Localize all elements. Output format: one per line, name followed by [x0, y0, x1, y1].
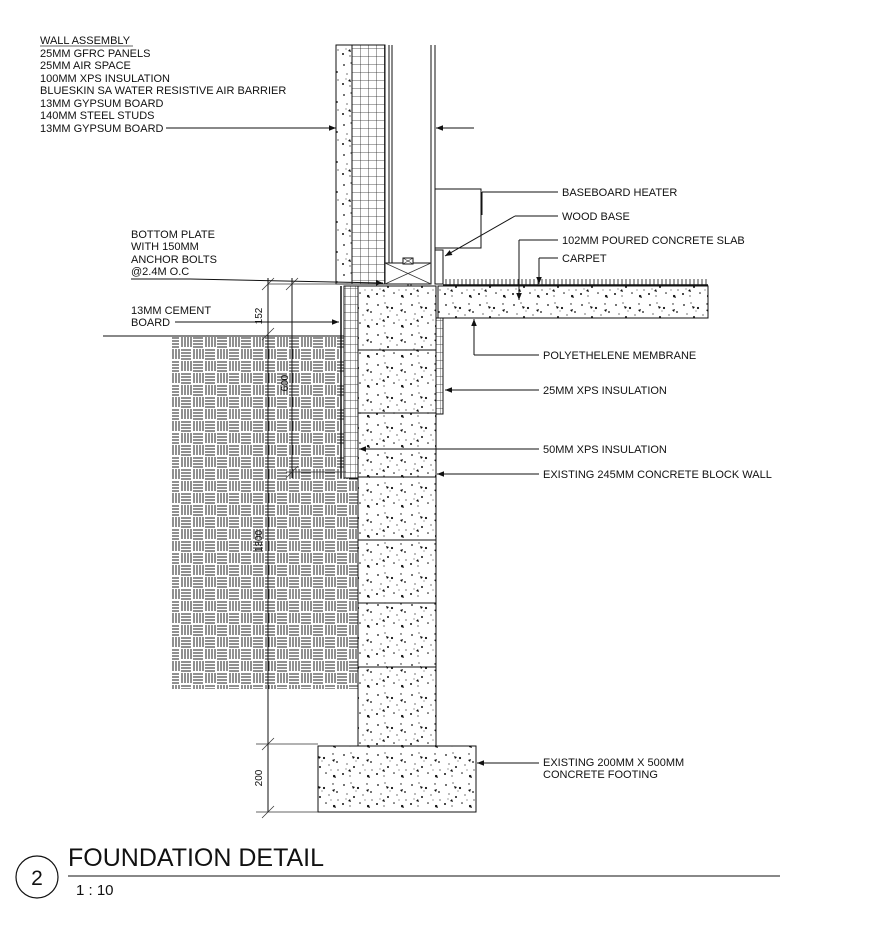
- svg-text:13MM CEMENT: 13MM CEMENT: [131, 305, 212, 317]
- svg-text:50MM XPS INSULATION: 50MM XPS INSULATION: [543, 444, 667, 456]
- page-title: FOUNDATION DETAIL: [68, 844, 325, 872]
- scale-label: 1 : 10: [76, 882, 114, 899]
- title-block: [16, 844, 780, 899]
- svg-text:25MM XPS INSULATION: 25MM XPS INSULATION: [543, 385, 667, 397]
- carpet-note: [539, 253, 607, 284]
- svg-text:WITH 150MM: WITH 150MM: [131, 241, 199, 253]
- block-wall-note: [437, 469, 772, 481]
- wall-layer: 25MM GFRC PANELS: [40, 48, 151, 60]
- svg-text:POLYETHELENE MEMBRANE: POLYETHELENE MEMBRANE: [543, 350, 697, 362]
- svg-text:WOOD BASE: WOOD BASE: [562, 211, 630, 223]
- wall-layer: 13MM GYPSUM BOARD: [40, 123, 164, 135]
- svg-text:CONCRETE FOOTING: CONCRETE FOOTING: [543, 769, 658, 781]
- wall-layer: 140MM STEEL STUDS: [40, 110, 155, 122]
- svg-text:@2.4M O.C: @2.4M O.C: [131, 266, 190, 278]
- wall-assembly-heading: WALL ASSEMBLY: [40, 35, 131, 47]
- footing-note: [477, 757, 684, 781]
- wall-layer: BLUESKIN SA WATER RESISTIVE AIR BARRIER: [40, 85, 287, 97]
- wall-layer: 25MM AIR SPACE: [40, 60, 131, 72]
- xps-insulation-50mm: [344, 286, 358, 478]
- wall-assembly-section: [336, 45, 435, 321]
- svg-text:BASEBOARD HEATER: BASEBOARD HEATER: [562, 187, 678, 199]
- cement-board-note: [131, 305, 339, 329]
- wall-layer: 100MM XPS INSULATION: [40, 73, 170, 85]
- svg-text:BOARD: BOARD: [131, 317, 171, 329]
- concrete-block-wall: [358, 286, 436, 746]
- concrete-slab: [438, 286, 708, 318]
- svg-text:BOTTOM PLATE: BOTTOM PLATE: [131, 229, 215, 241]
- detail-number: 2: [31, 867, 43, 890]
- dim-200: 200: [254, 769, 265, 787]
- dim-1300: 1300: [254, 529, 265, 553]
- concrete-footing: [318, 746, 476, 812]
- svg-text:ANCHOR BOLTS: ANCHOR BOLTS: [131, 254, 217, 266]
- svg-text:EXISTING 200MM X 500MM: EXISTING 200MM X 500MM: [543, 757, 685, 769]
- poly-membrane-note: [474, 319, 696, 362]
- svg-text:CARPET: CARPET: [562, 253, 607, 265]
- xps-25-note: [445, 385, 667, 397]
- soil-hatch: [172, 336, 358, 689]
- svg-text:102MM POURED CONCRETE SLAB: 102MM POURED CONCRETE SLAB: [562, 235, 745, 247]
- dim-600: 600: [280, 374, 291, 392]
- wood-base: [435, 250, 443, 284]
- svg-text:EXISTING 245MM CONCRETE BLOCK: EXISTING 245MM CONCRETE BLOCK WALL: [543, 469, 772, 481]
- dim-152: 152: [254, 307, 265, 325]
- wall-assembly-note: [40, 35, 474, 135]
- carpet: [443, 279, 708, 285]
- wall-layer: 13MM GYPSUM BOARD: [40, 98, 164, 110]
- xps-insulation-25mm: [436, 318, 443, 414]
